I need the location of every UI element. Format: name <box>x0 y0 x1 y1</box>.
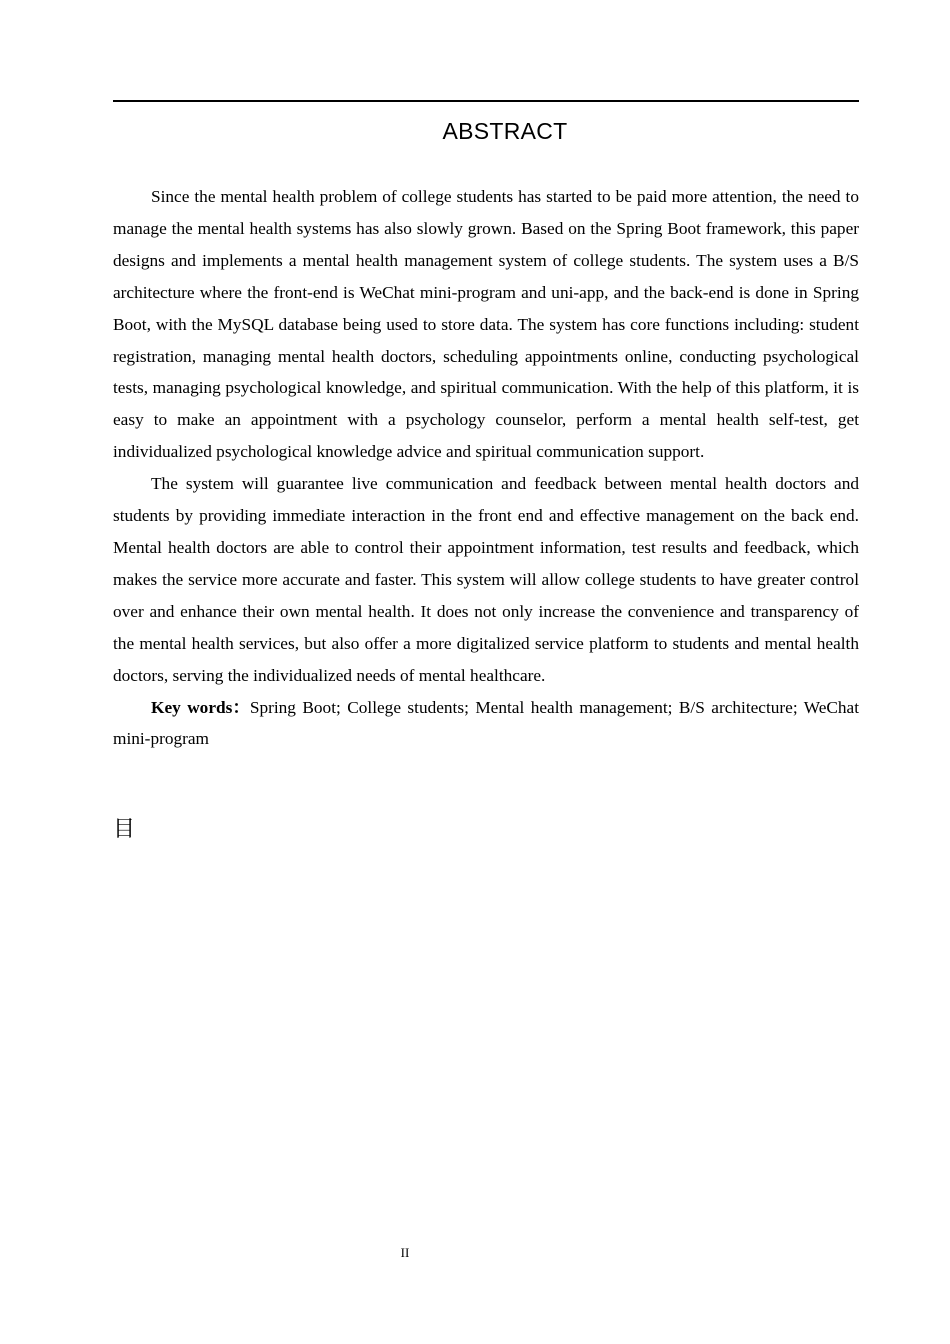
abstract-body <box>113 181 859 755</box>
abstract-title: ABSTRACT <box>442 118 568 144</box>
toc-heading-fragment: 目 <box>113 817 136 842</box>
abstract-paragraph-1: Since the mental health problem of college students has started to be paid more attention, the need to manage the mental health systems has also slowly grown. Based on the Spring Boot framework, this paper designs and implements a mental health management system of college students. The system uses a B/S architecture where the front-end is WeChat mini-program and uni-app, and the back-end is done in Spring Boot, with the MySQL database being used to store data. The system has core functions including: student registration, managing mental health doctors, scheduling appointments online, conducting psychological tests, managing psychological knowledge, and spiritual communication. With the help of this platform, it is easy to make an appointment with a psychology counselor, perform a mental health self-test, get individualized psychological knowledge advice and spiritual communication support. <box>113 187 859 462</box>
page-number: II <box>400 1245 410 1260</box>
keywords-text: Spring Boot; College students; Mental health management; B/S architecture; WeChat mini-program <box>113 697 860 749</box>
header-rule <box>113 100 859 102</box>
keywords-line <box>113 692 859 756</box>
keywords-label: Key words： <box>151 697 250 717</box>
abstract-paragraph-2: The system will guarantee live communication and feedback between mental health doctors and students by providing immediate interaction in the front end and effective management on the back end. Mental health doctors are able to control their appointment information, test results and feedback, which makes the service more accurate and faster. This system will allow college students to have greater control over and enhance their own mental health. It does not only increase the convenience and transparency of the mental health services, but also offer a more digitalized service platform to students and mental health doctors, serving the individualized needs of mental healthcare. <box>113 474 859 685</box>
